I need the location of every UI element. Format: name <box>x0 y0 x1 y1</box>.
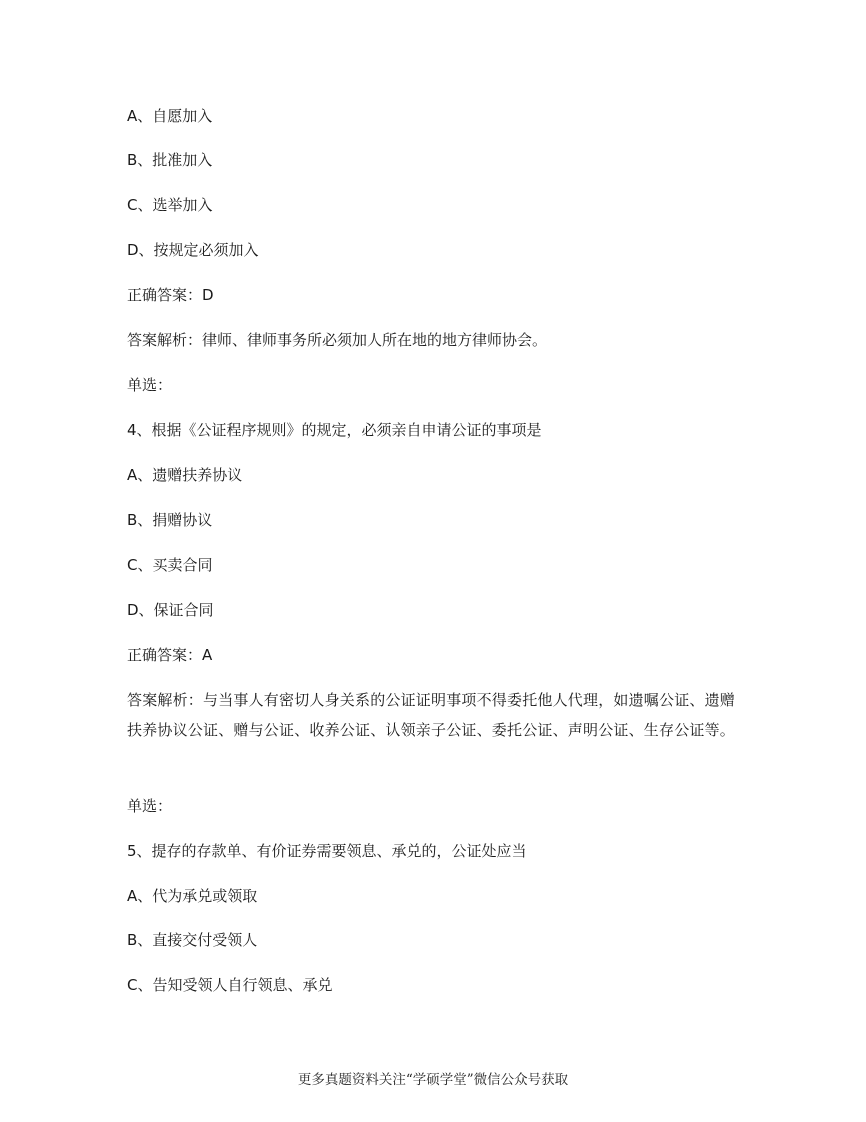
answer-explanation: 答案解析：与当事人有密切人身关系的公证证明事项不得委托他人代理，如遗嘱公证、遗赠扶养协议公证、赠与公证、收养公证、认领亲子公证、委托公证、声明公证、生存公证等。 <box>127 691 736 739</box>
option-b: B、直接交付受领人 <box>127 931 258 949</box>
correct-answer: 正确答案：D <box>127 286 214 304</box>
option-a: A、自愿加入 <box>127 107 213 125</box>
option-c: C、选举加入 <box>127 196 213 214</box>
option-d: D、按规定必须加入 <box>127 241 259 259</box>
option-a: A、遗赠扶养协议 <box>127 466 243 484</box>
option-d: D、保证合同 <box>127 601 214 619</box>
option-b: B、捐赠协议 <box>127 511 213 529</box>
question-type: 单选： <box>127 797 173 815</box>
option-a: A、代为承兑或领取 <box>127 887 258 905</box>
option-c: C、告知受领人自行领息、承兑 <box>127 976 333 994</box>
answer-explanation: 答案解析：律师、律师事务所必须加人所在地的地方律师协会。 <box>127 331 548 349</box>
correct-answer: 正确答案：A <box>127 646 213 664</box>
question-4: 4、根据《公证程序规则》的规定，必须亲自申请公证的事项是 <box>127 421 542 439</box>
option-b: B、批准加入 <box>127 151 213 169</box>
question-type: 单选： <box>127 376 173 394</box>
page-footer: 更多真题资料关注“学硕学堂”微信公众号获取 <box>297 1072 569 1088</box>
option-c: C、买卖合同 <box>127 556 213 574</box>
question-5: 5、提存的存款单、有价证券需要领息、承兑的，公证处应当 <box>127 842 527 860</box>
